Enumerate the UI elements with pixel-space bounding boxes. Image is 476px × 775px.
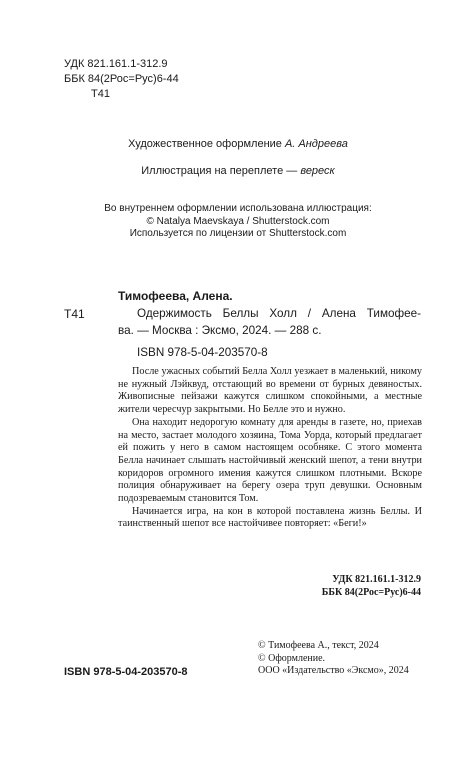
- copyright-line: © Оформление.: [258, 652, 326, 664]
- copyright-line: ООО «Издательство «Эксмо», 2024: [258, 665, 409, 676]
- bbk-code: ББК 84(2Рос=Рус)6-44: [64, 73, 179, 85]
- art-design-credit: [0, 138, 476, 150]
- bottom-isbn: ISBN 978-5-04-203570-8: [64, 666, 188, 678]
- copyright-block: [258, 640, 409, 678]
- art-designer-name: А. Андреева: [284, 138, 348, 150]
- cover-illustration-prefix: Иллюстрация на переплете —: [141, 165, 301, 177]
- catalog-title-line: Одержимость Беллы Холл / Алена Тимофее-: [137, 307, 421, 320]
- bottom-bbk-code: ББК 84(2Рос=Рус)6-44: [321, 587, 421, 598]
- catalog-imprint-line: ва. — Москва : Эксмо, 2024. — 288 с.: [118, 324, 322, 337]
- internal-illustration-line: Используется по лицензии от Shutterstock.com: [129, 228, 347, 239]
- internal-illustration-line: © Natalya Maevskaya / Shutterstock.com: [146, 215, 330, 227]
- annotation: [118, 366, 422, 531]
- catalog-author-heading: Тимофеева, Алена.: [118, 289, 233, 303]
- udk-code: УДК 821.161.1-312.9: [64, 58, 168, 70]
- cover-illustration-name: вереск: [300, 165, 335, 177]
- catalog-isbn: ISBN 978-5-04-203570-8: [137, 346, 268, 359]
- author-mark: Т41: [91, 88, 110, 100]
- internal-illustration-credit: [0, 203, 476, 241]
- cover-illustration-credit: [0, 165, 476, 177]
- annotation-paragraph: Начинается игра, на кон в которой поставлена жизнь Беллы. И таинственный шепот все настойчивее повторяет: «Беги!»: [118, 505, 422, 530]
- annotation-paragraph: После ужасных событий Белла Холл уезжает в маленький, никому не нужный Лэйквуд, отстающий во времени от бурных девяностых. Живописные пейзажи кажутся слишком спокойными, а местные жители чересчур закрытыми. Но Белле это и нужно.: [118, 366, 422, 416]
- annotation-paragraph: Она находит недорогую комнату для аренды в газете, но, приехав на место, застает молодого хозяина, Тома Уорда, который предлагает ей пожить у него в самом настоящем особняке. С этого момента Белла начинает слышать настойчивый женский шепот, а тени внутри коридоров огромного имения кажутся слишком плотными. Вскоре полиция обнаруживает на берегу озера труп девушки. Основным подозреваемым становится Том.: [118, 416, 422, 505]
- bottom-udk-code: УДК 821.161.1-312.9: [332, 574, 421, 585]
- copyright-line: © Тимофеева А., текст, 2024: [258, 640, 379, 651]
- internal-illustration-line: Во внутреннем оформлении использована иллюстрация:: [104, 203, 372, 214]
- art-design-prefix: Художественное оформление: [128, 138, 285, 150]
- catalog-mark: Т41: [64, 307, 85, 321]
